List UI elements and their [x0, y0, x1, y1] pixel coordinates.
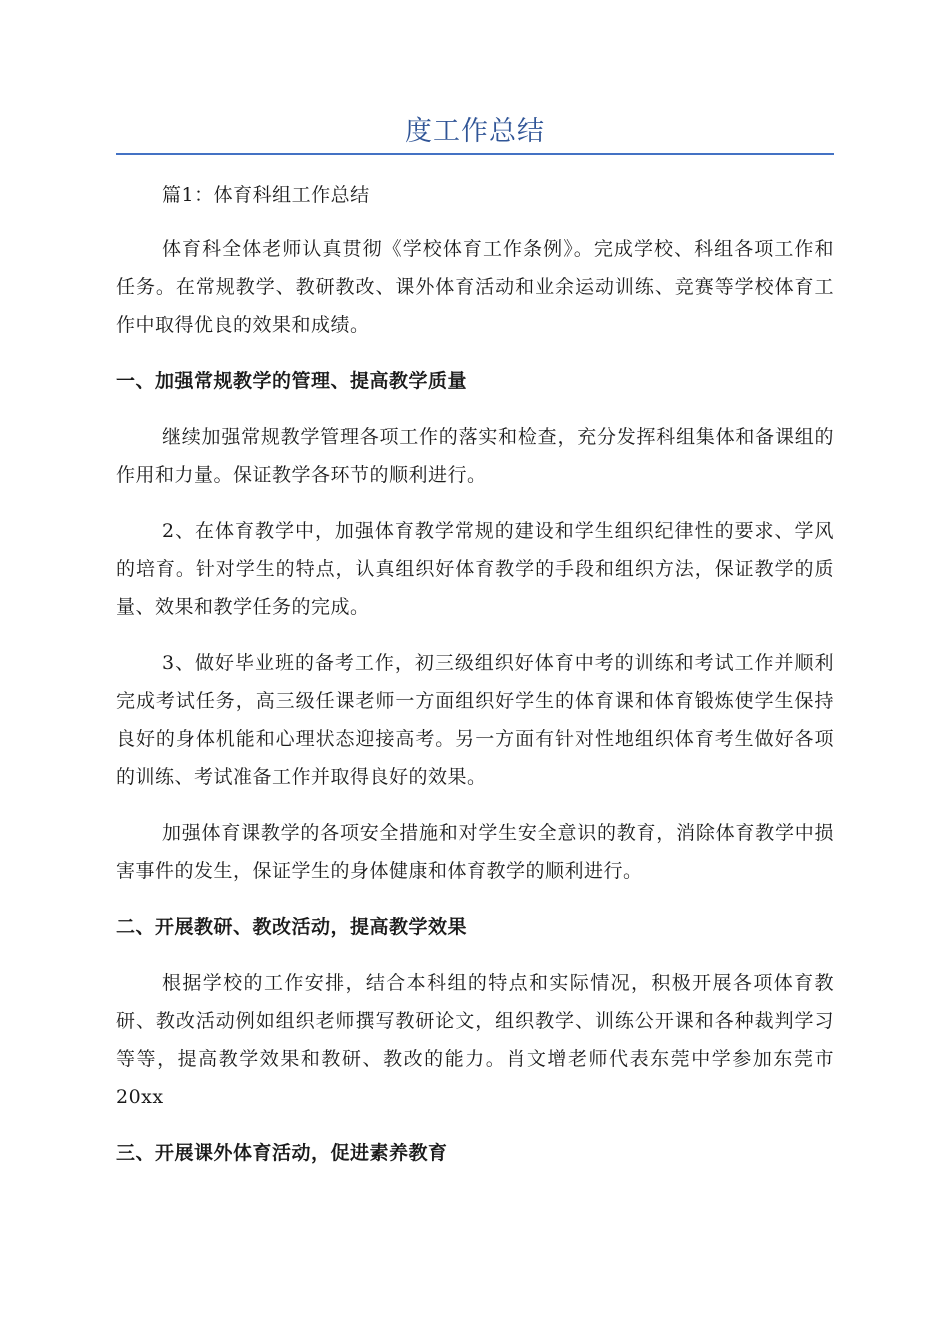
section-heading-1: 一、加强常规教学的管理、提高教学质量 — [116, 370, 468, 392]
paragraph-3: 3、做好毕业班的备考工作，初三级组织好体育中考的训练和考试工作并顺利完成考试任务，高三级任课老师一方面组织好学生的体育课和体育锻炼使学生保持良好的身体机能和心理状态迎接高考。另一方面有针对性地组织体育考生做好各项的训练、考试准备工作并取得良好的效果。 — [116, 652, 834, 788]
paragraph-4: 加强体育课教学的各项安全措施和对学生安全意识的教育，消除体育教学中损害事件的发生，保证学生的身体健康和体育教学的顺利进行。 — [116, 822, 834, 882]
paragraph-5: 根据学校的工作安排，结合本科组的特点和实际情况，积极开展各项体育教研、教改活动例如组织老师撰写教研论文，组织教学、训练公开课和各种裁判学习等等，提高教学效果和教研、教改的能力。肖文增老师代表东莞中学参加东莞市20xx — [116, 972, 834, 1108]
section-heading-3: 三、开展课外体育活动，促进素养教育 — [116, 1142, 448, 1164]
title-underline — [116, 153, 834, 155]
intro-paragraph: 体育科全体老师认真贯彻《学校体育工作条例》。完成学校、科组各项工作和任务。在常规教学、教研教改、课外体育活动和业余运动训练、竞赛等学校体育工作中取得优良的效果和成绩。 — [116, 238, 834, 336]
paragraph-1: 继续加强常规教学管理各项工作的落实和检查，充分发挥科组集体和备课组的作用和力量。保证教学各环节的顺利进行。 — [116, 426, 834, 486]
paragraph-2: 2、在体育教学中，加强体育教学常规的建设和学生组织纪律性的要求、学风的培育。针对学生的特点，认真组织好体育教学的手段和组织方法，保证教学的质量、效果和教学任务的完成。 — [116, 520, 834, 618]
section-label: 篇1：体育科组工作总结 — [162, 184, 370, 206]
document-body — [116, 176, 834, 1190]
document-title: 度工作总结 — [405, 116, 545, 147]
section-heading-2: 二、开展教研、教改活动，提高教学效果 — [116, 916, 468, 938]
